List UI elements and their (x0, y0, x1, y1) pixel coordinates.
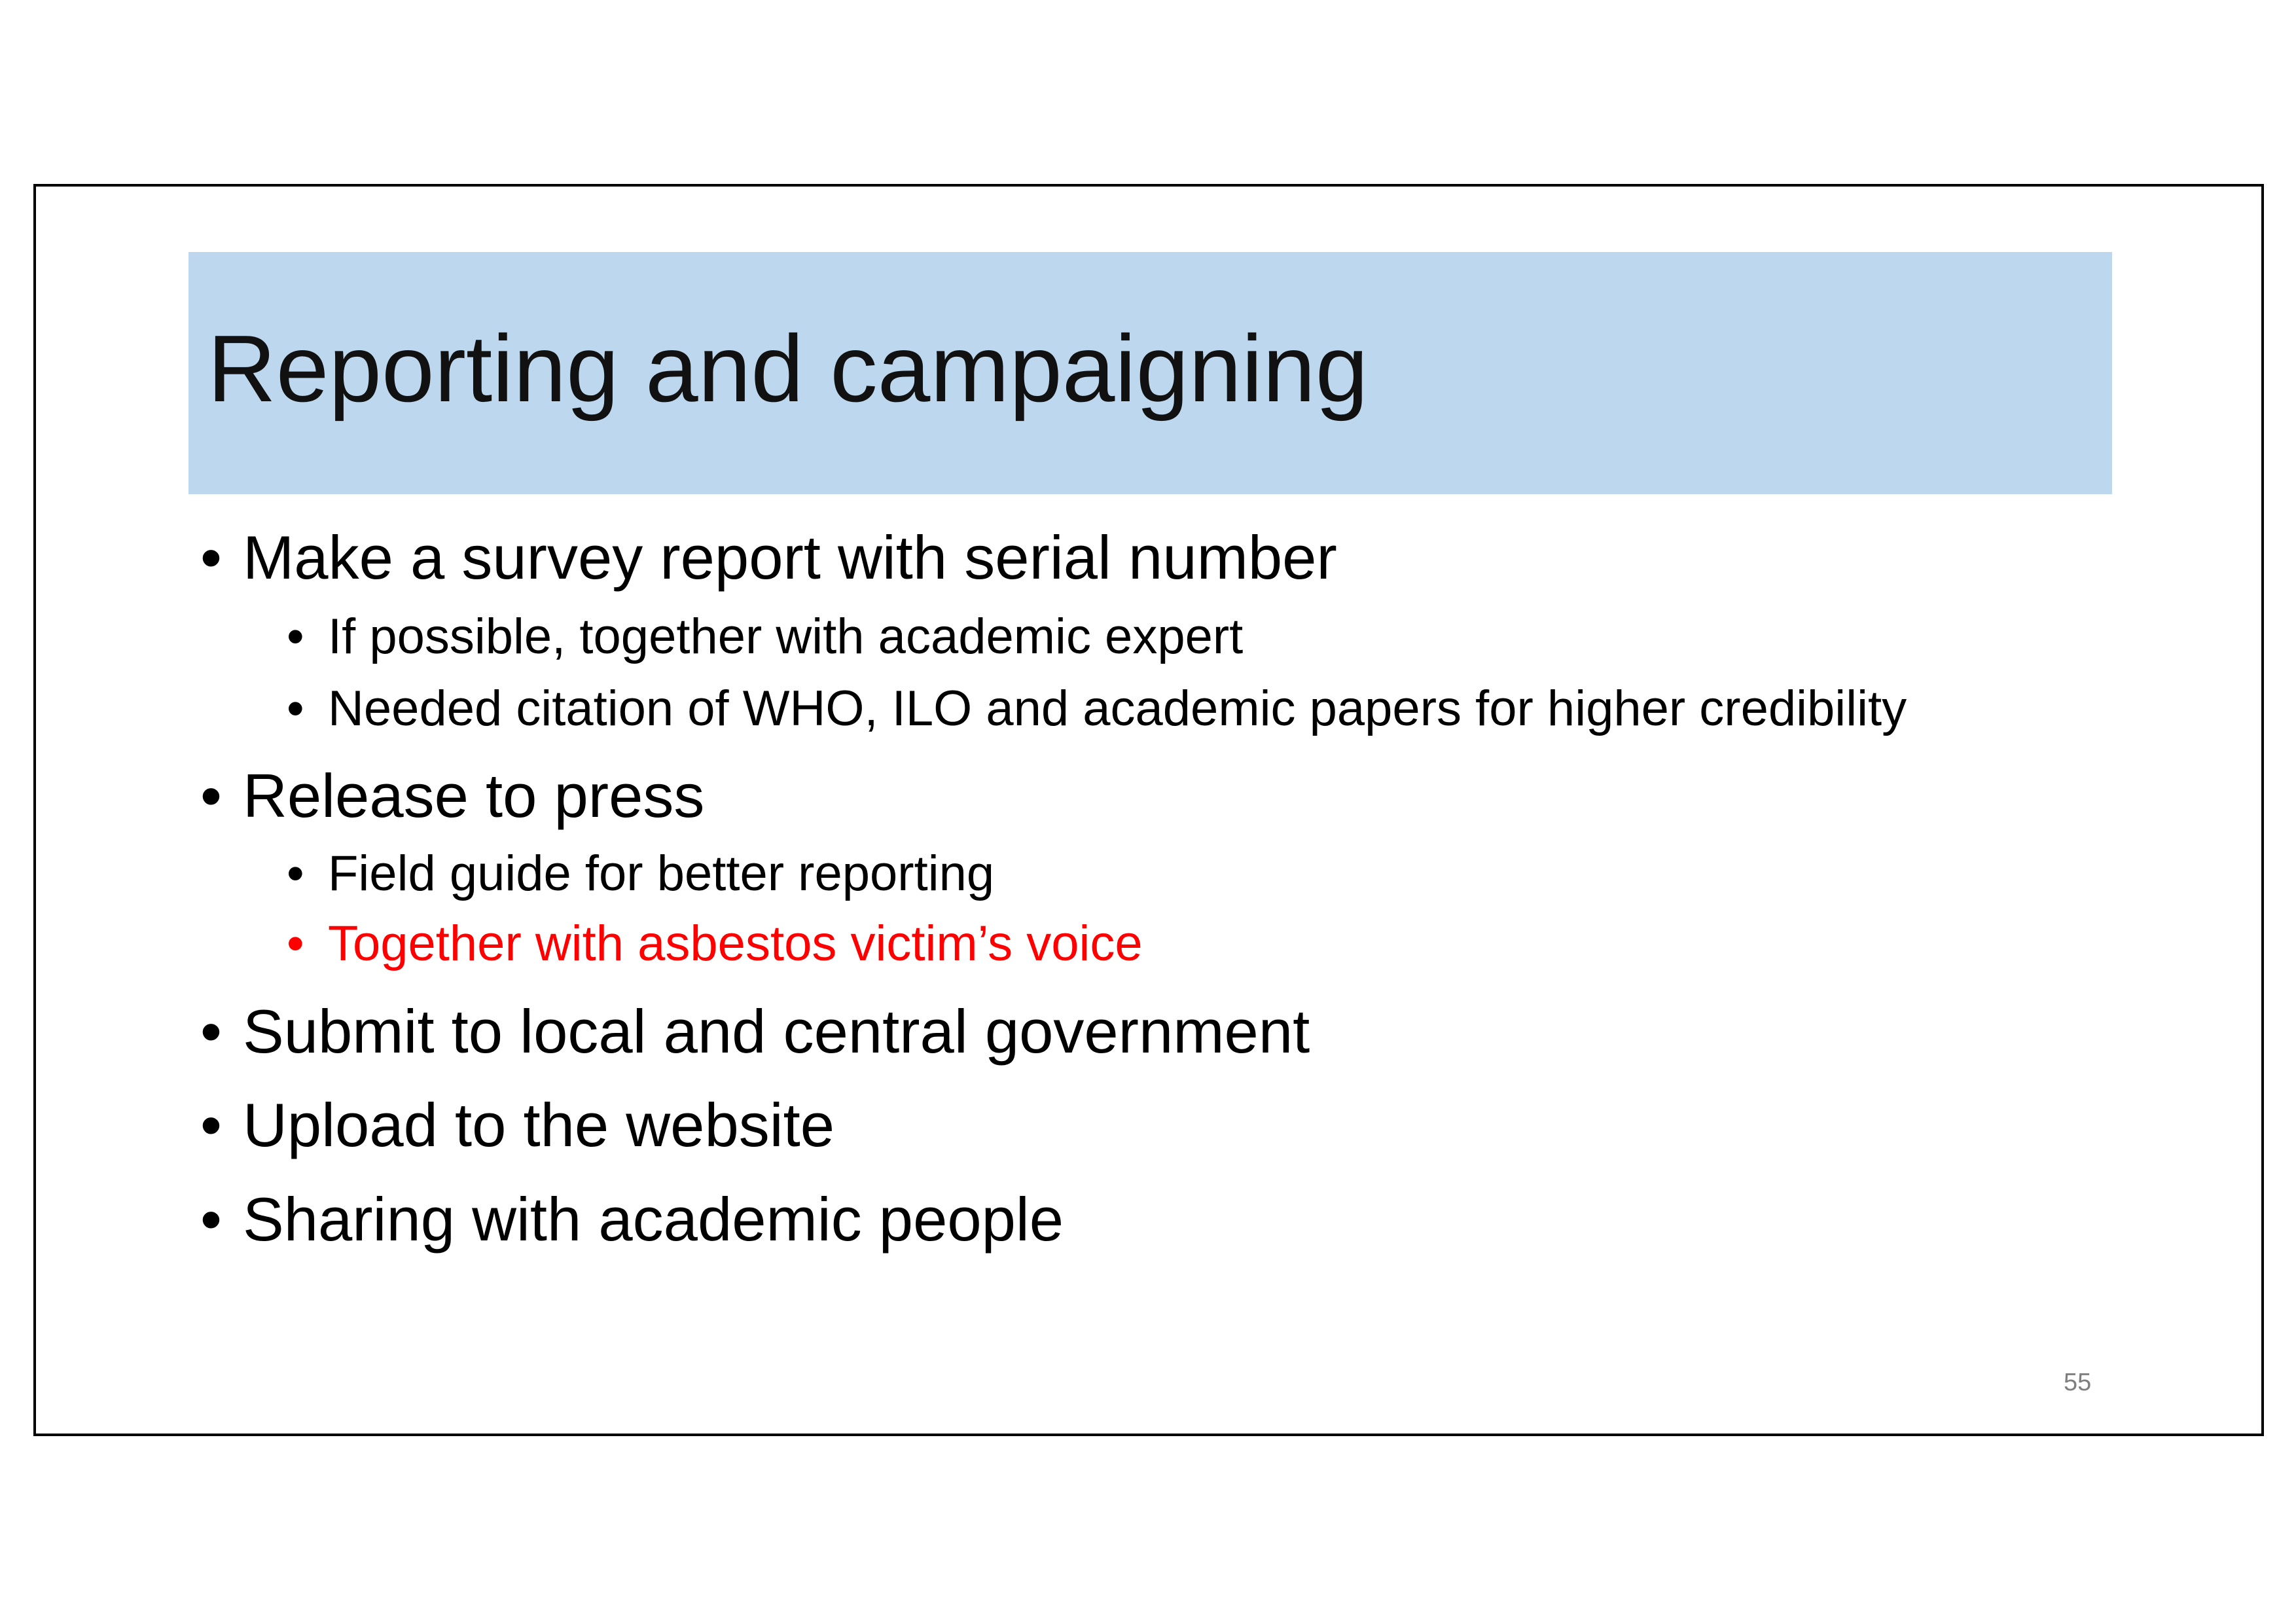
sub-bullet-item (287, 609, 1244, 664)
bullet-dot-icon: • (287, 916, 304, 971)
bullet-text: If possible, together with academic expert (328, 609, 1244, 664)
slide-title: Reporting and campaigning (207, 316, 1369, 422)
bullet-dot-icon: • (200, 997, 222, 1066)
slide-frame (33, 184, 2264, 1436)
bullet-item (200, 997, 1310, 1066)
bullet-dot-icon: • (200, 1185, 222, 1254)
bullet-text: Release to press (243, 761, 705, 830)
sub-bullet-item-highlighted (287, 916, 1143, 971)
bullet-item (200, 1091, 835, 1159)
bullet-text: Field guide for better reporting (328, 846, 995, 901)
bullet-text: Submit to local and central government (243, 997, 1310, 1066)
bullet-item (200, 523, 1337, 592)
bullet-dot-icon: • (200, 1091, 222, 1159)
bullet-item (200, 1185, 1064, 1254)
sub-bullet-item (287, 846, 995, 901)
sub-bullet-item (287, 681, 1907, 736)
bullet-dot-icon: • (200, 523, 222, 592)
bullet-dot-icon: • (287, 609, 304, 664)
bullet-item (200, 761, 705, 830)
bullet-text: Needed citation of WHO, ILO and academic papers for higher credibility (328, 681, 1907, 736)
bullet-text: Together with asbestos victim’s voice (328, 916, 1143, 971)
bullet-dot-icon: • (287, 846, 304, 901)
bullet-text: Sharing with academic people (243, 1185, 1064, 1254)
bullet-text: Upload to the website (243, 1091, 835, 1159)
bullet-dot-icon: • (200, 761, 222, 830)
page-number: 55 (2064, 1369, 2092, 1396)
bullet-text: Make a survey report with serial number (243, 523, 1337, 592)
bullet-dot-icon: • (287, 681, 304, 736)
bullet-list (36, 187, 2261, 1434)
